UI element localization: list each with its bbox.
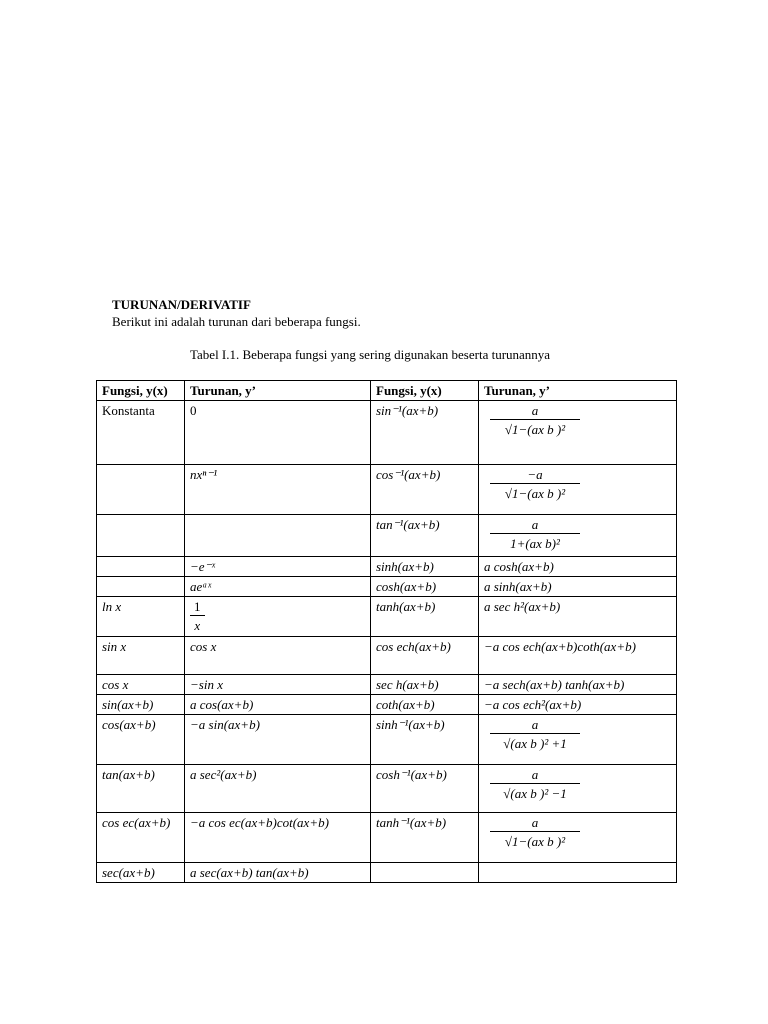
function-cell: cos x	[97, 675, 185, 695]
fraction-numerator: 1	[194, 599, 201, 614]
fraction	[490, 516, 580, 552]
derivative-cell	[479, 401, 677, 465]
derivative-cell: −e⁻ˣ	[185, 557, 371, 577]
page-heading: TURUNAN/DERIVATIF	[112, 297, 251, 312]
table-header-row	[97, 381, 677, 401]
table-row	[97, 577, 677, 597]
function-cell: sinh⁻¹(ax+b)	[371, 715, 479, 765]
function-cell: sin(ax+b)	[97, 695, 185, 715]
derivative-cell: 0	[185, 401, 371, 465]
derivative-cell	[185, 515, 371, 557]
table-row	[97, 765, 677, 813]
table-row	[97, 675, 677, 695]
function-cell	[97, 557, 185, 577]
function-cell: sin⁻¹(ax+b)	[371, 401, 479, 465]
fraction	[490, 402, 580, 438]
function-cell: cos(ax+b)	[97, 715, 185, 765]
derivative-cell: −a cos ec(ax+b)cot(ax+b)	[185, 813, 371, 863]
function-cell	[97, 577, 185, 597]
function-cell: Konstanta	[97, 401, 185, 465]
derivative-cell: aeᵃˣ	[185, 577, 371, 597]
function-cell	[371, 863, 479, 883]
header-function-1: Fungsi, y(x)	[97, 381, 185, 401]
table-row	[97, 515, 677, 557]
function-cell: sec(ax+b)	[97, 863, 185, 883]
function-cell: tan(ax+b)	[97, 765, 185, 813]
fraction-denominator: √1−(ax b )²	[490, 483, 580, 502]
function-cell: cosh⁻¹(ax+b)	[371, 765, 479, 813]
function-cell: coth(ax+b)	[371, 695, 479, 715]
table-row	[97, 465, 677, 515]
fraction-denominator: 1+(ax b)²	[490, 533, 580, 552]
function-cell: tan⁻¹(ax+b)	[371, 515, 479, 557]
fraction	[490, 814, 580, 850]
table-row	[97, 557, 677, 577]
table-row	[97, 715, 677, 765]
derivative-cell: a sec h²(ax+b)	[479, 597, 677, 637]
table-row	[97, 637, 677, 675]
fraction	[490, 766, 580, 802]
function-cell	[97, 515, 185, 557]
derivative-cell: a sec(ax+b) tan(ax+b)	[185, 863, 371, 883]
fraction-denominator: √1−(ax b )²	[490, 419, 580, 438]
fraction-numerator: a	[531, 717, 539, 732]
derivative-cell	[479, 465, 677, 515]
derivative-cell: −a cos ech²(ax+b)	[479, 695, 677, 715]
fraction-denominator: √1−(ax b )²	[490, 831, 580, 850]
derivative-cell	[479, 863, 677, 883]
derivative-cell: −sin x	[185, 675, 371, 695]
function-cell: sec h(ax+b)	[371, 675, 479, 695]
fraction-denominator: x	[190, 615, 205, 634]
fraction-numerator: a	[531, 403, 539, 418]
table-row	[97, 863, 677, 883]
function-cell: sinh(ax+b)	[371, 557, 479, 577]
table-row	[97, 813, 677, 863]
function-cell: tanh(ax+b)	[371, 597, 479, 637]
fraction	[490, 466, 580, 502]
fraction-numerator: a	[531, 767, 539, 782]
derivative-cell: cos x	[185, 637, 371, 675]
derivative-cell: a sec²(ax+b)	[185, 765, 371, 813]
fraction-denominator: √(ax b )² +1	[490, 733, 580, 752]
derivative-cell: a sinh(ax+b)	[479, 577, 677, 597]
header-derivative-2: Turunan, y’	[479, 381, 677, 401]
fraction-denominator: √(ax b )² −1	[490, 783, 580, 802]
fraction	[490, 716, 580, 752]
derivative-cell	[479, 813, 677, 863]
function-cell	[97, 465, 185, 515]
fraction-numerator: a	[531, 517, 539, 532]
function-cell: sin x	[97, 637, 185, 675]
derivative-cell: −a sech(ax+b) tanh(ax+b)	[479, 675, 677, 695]
fraction-numerator: −a	[527, 467, 543, 482]
intro-text: Berikut ini adalah turunan dari beberapa fungsi.	[112, 314, 361, 329]
derivative-table	[96, 380, 677, 883]
fraction	[190, 598, 205, 634]
header-function-2: Fungsi, y(x)	[371, 381, 479, 401]
function-cell: cos ech(ax+b)	[371, 637, 479, 675]
derivative-cell: −a sin(ax+b)	[185, 715, 371, 765]
fraction-numerator: a	[531, 815, 539, 830]
table-row	[97, 597, 677, 637]
derivative-cell: nxⁿ⁻¹	[185, 465, 371, 515]
derivative-cell	[479, 515, 677, 557]
function-cell: tanh⁻¹(ax+b)	[371, 813, 479, 863]
table-row	[97, 695, 677, 715]
derivative-cell	[185, 597, 371, 637]
table-caption: Tabel I.1. Beberapa fungsi yang sering digunakan beserta turunannya	[190, 347, 551, 362]
derivative-cell: a cosh(ax+b)	[479, 557, 677, 577]
function-cell: cosh(ax+b)	[371, 577, 479, 597]
derivative-cell: a cos(ax+b)	[185, 695, 371, 715]
derivative-cell: −a cos ech(ax+b)coth(ax+b)	[479, 637, 677, 675]
table-row	[97, 401, 677, 465]
function-cell: cos⁻¹(ax+b)	[371, 465, 479, 515]
derivative-cell	[479, 765, 677, 813]
header-derivative-1: Turunan, y’	[185, 381, 371, 401]
function-cell: cos ec(ax+b)	[97, 813, 185, 863]
derivative-cell	[479, 715, 677, 765]
function-cell: ln x	[97, 597, 185, 637]
